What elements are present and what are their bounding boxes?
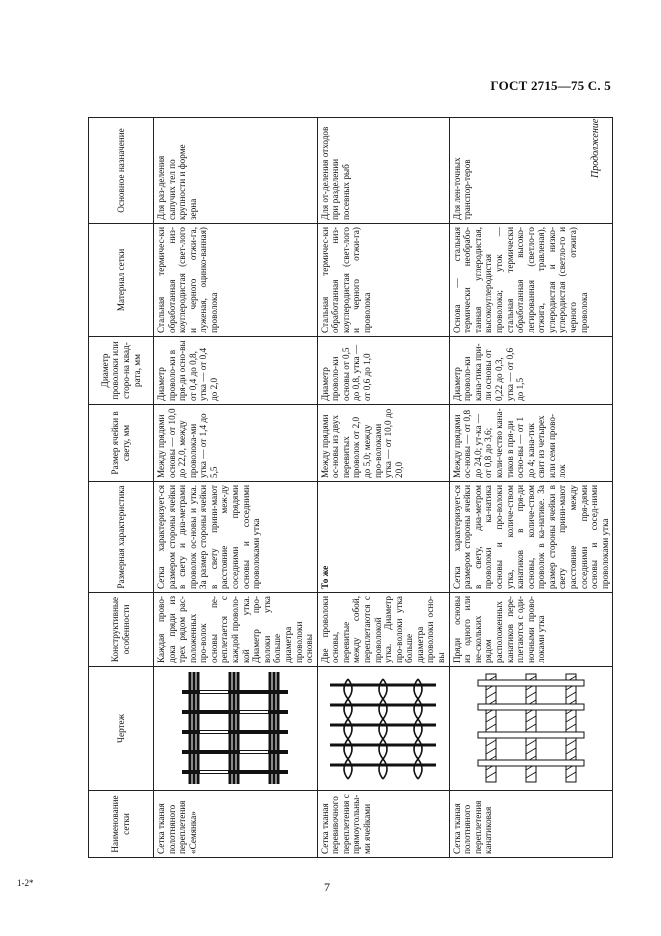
cell-wire-diameter: Диаметр проволо-ки основы от 0,5 до 0,8, утка — от 0,6 до 1,0 — [317, 337, 449, 405]
cell-construction: Каждая прово-дока пряди из трех рядом рас-положенных про-волок основы пе-реплетается с каждой проволо-кой утка. Диаметр про-волоки утка больше диаметра проволоки основы — [154, 593, 318, 667]
cell-size: Между прядями ос-новы из двух перевитых проволок от 2,0 до 5,0; между про-волоками утка — от 10,0 до 20,0 — [317, 405, 449, 482]
semyanka-weave-drawing — [180, 671, 290, 787]
cell-dimension: Сетка характеризует-ся размером стороны ячейки в свету, диа-метром проволоки ка-натика основы и про-волоки утка, количе-ством канатиков в пря-ди основы, количе-ством проволок в ка-натике. За размер стороны ячейки в свету прини-мают расстояние между соседними пря-дями основы и сосед-ними проволоками утка — [449, 482, 613, 593]
cell-dimension: Сетка характеризует-ся размером стороны ячейки в свету и диа-метрами проволок ос-новы и утка. За размер стороны ячейки в свету прини-мают расстояние меж-ду соседними прядями основы и соседними проволоками утка — [154, 482, 318, 593]
col-header-drawing: Чертеж — [89, 667, 154, 791]
cell-wire-diameter: Диаметр проволо-ки кана-тика при-ли основы от 0,22 до 0,3, утка — от 0,6 до 1,5 — [449, 337, 613, 405]
cell-name: Сетка тканая полотняного переплетения канатиковая — [449, 791, 613, 858]
cell-size: Между прядями основы — от 10,0 до 22,0, между проволока-ми утка — от 1,4 до 5,5 — [154, 405, 318, 482]
cable-weave-drawing — [476, 671, 586, 787]
page-number: 7 — [324, 880, 330, 894]
cell-wire-diameter: Диаметр проволо-ки в пря-ди осно-вы от 0,4 до 0,8, утка — от 0,4 до 2,0 — [154, 337, 318, 405]
table-row — [449, 118, 613, 858]
table-row — [317, 118, 449, 858]
col-header-construction: Конструктивные особенности — [89, 593, 154, 667]
col-header-cell-size: Размер ячейки в свету, мм — [89, 405, 154, 482]
table-row — [154, 118, 318, 858]
sheet-mark: 1-2* — [17, 878, 34, 888]
cell-purpose: Для от-деления отходов при разделении посевных рыб — [317, 118, 449, 224]
cell-size: Между прядями ос-новы — от 0,8 до 24,0; ут-ка — от 0,8 до 3,6; коли-чество кана-тиков в пря-ди осно-вы — от 1 до 4; кана-тик свит из четырех или семи прово-лок — [449, 405, 613, 482]
cell-name: Сетка тканая перевивочного переплетения с прямоугольны-ми ячейками — [317, 791, 449, 858]
table-header-row — [89, 118, 154, 858]
cell-purpose: Для раз-деления сыпучих тел по крупности и форме зерна — [154, 118, 318, 224]
cell-construction: Две проволоки основы, перевитые между собой, переплетаются с проволокой утка. Диаметр про-волоки утка больше диаметра проволоки осно-вы — [317, 593, 449, 667]
col-header-wire-diameter: Диаметр проволоки или сторо-на квад-рата, мм — [89, 337, 154, 405]
cell-purpose: Для лен-точных транспор-теров — [449, 118, 613, 224]
cell-dimension: То же — [317, 482, 449, 593]
cell-drawing — [154, 667, 318, 791]
twisted-weave-drawing — [328, 674, 438, 784]
col-header-name: Наименование сетки — [89, 791, 154, 858]
document-reference: ГОСТ 2715—75 С. 5 — [490, 78, 611, 93]
cell-name: Сетка тканая полотняного переплетения «Семянка» — [154, 791, 318, 858]
cell-material: Стальная термичес-ки обработанная низ-коуглеродистая (свет-лого и черного отжи-га, луженая, оцинко-ванная) проволока — [154, 224, 318, 337]
cell-drawing — [449, 667, 613, 791]
cell-material: Стальная термичес-ки обработанная низ-коуглеродистая (свет-лого и черного отжи-га) проволока — [317, 224, 449, 337]
col-header-material: Материал сетки — [89, 224, 154, 337]
cell-construction: Пряди основы из одного или не-скольких рядом расположенных канатиков пере-плетаются с оди-ночными прово-локами утка — [449, 593, 613, 667]
mesh-table — [88, 117, 613, 858]
col-header-dimension: Размерная характеристика — [89, 482, 154, 593]
cell-material: Основа — стальная термически необрабо-танная углеродистая, высокоуглеродистая проволока; уток — стальная термически обработанная высоко-легированная (светло-го отжига, травленая), углеродистая и низко-углеродистая (светло-го и черного отжига) проволока — [449, 224, 613, 337]
continuation-label: Продолжение — [590, 118, 601, 178]
col-header-purpose: Основное назначение — [89, 118, 154, 224]
cell-drawing — [317, 667, 449, 791]
